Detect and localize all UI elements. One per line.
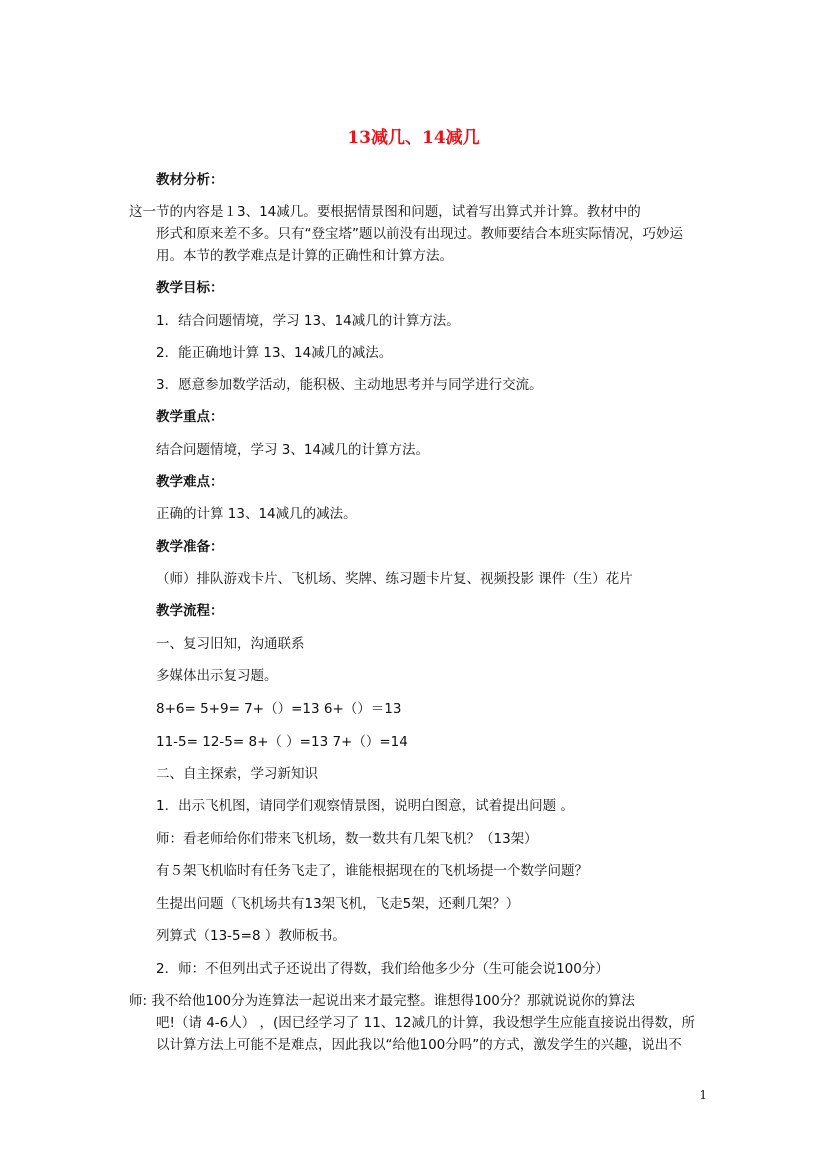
heading-process: 教学流程： <box>156 603 224 619</box>
paragraph-line: 师：看老师给你们带来飞机场，数一数共有几架飞机？（13架） <box>156 831 538 847</box>
paragraph-line: 用。本节的教学难点是计算的正确性和计算方法。 <box>156 248 453 264</box>
goal-item: 2．能正确地计算 13、14减几的减法。 <box>156 345 393 361</box>
section-heading: 二、自主探索，学习新知识 <box>156 766 318 782</box>
page-number: 1 <box>699 1088 707 1102</box>
paragraph-line: 结合问题情境，学习 3、14减几的计算方法。 <box>156 442 430 458</box>
paragraph-line: 师: 我不给他100分为连算法一起说出来才最完整。谁想得100分？那就说说你的算法 <box>129 993 635 1009</box>
heading-preparation: 教学准备： <box>156 539 224 555</box>
paragraph-line: 列算式（13-5=8 ）教师板书。 <box>156 928 346 944</box>
heading-teaching-goals: 教学目标： <box>156 280 224 296</box>
document-title: 13减几、14减几 <box>347 128 480 148</box>
paragraph-line: 吧!（请 4-6人） ，(因已经学习了 11、12减几的计算，我设想学生应能直接说出得数，所 <box>156 1015 695 1031</box>
paragraph-line: 以计算方法上可能不是难点，因此我以“给他100分吗”的方式，激发学生的兴趣，说出不 <box>156 1037 682 1053</box>
heading-difficulty: 教学难点： <box>156 474 224 490</box>
paragraph-line: 2．师：不但列出式子还说出了得数，我们给他多少分（生可能会说100分） <box>156 961 609 977</box>
paragraph-line: 多媒体出示复习题。 <box>156 668 278 684</box>
paragraph-line: 有５架飞机临时有任务飞走了，谁能根据现在的飞机场提一个数学问题？ <box>156 863 588 879</box>
exercise-line: 11-5= 12-5= 8+（ ）=13 7+（）=14 <box>156 734 408 750</box>
paragraph-line: （师）排队游戏卡片、飞机场、奖牌、练习题卡片复、视频投影 课件（生）花片 <box>156 571 633 587</box>
paragraph-line: 生提出问题（飞机场共有13架飞机，飞走5架，还剩几架？） <box>156 896 520 912</box>
paragraph-line: 1．出示飞机图，请同学们观察情景图，说明白图意，试着提出问题 。 <box>156 798 574 814</box>
heading-key-point: 教学重点： <box>156 409 224 425</box>
paragraph-line: 正确的计算 13、14减几的减法。 <box>156 506 357 522</box>
paragraph-line: 形式和原来差不多。只有“登宝塔”题以前没有出现过。教师要结合本班实际情况，巧妙运 <box>156 226 683 242</box>
section-heading: 一、复习旧知，沟通联系 <box>156 636 305 652</box>
exercise-line: 8+6= 5+9= 7+（）=13 6+（）＝13 <box>156 701 402 717</box>
heading-material-analysis: 教材分析： <box>156 172 224 188</box>
paragraph-line: 这一节的内容是１3、14减几。要根据情景图和问题，试着写出算式并计算。教材中的 <box>129 204 641 220</box>
goal-item: 1．结合问题情境，学习 13、14减几的计算方法。 <box>156 313 460 329</box>
goal-item: 3．愿意参加数学活动，能积极、主动地思考并与同学进行交流。 <box>156 377 543 393</box>
